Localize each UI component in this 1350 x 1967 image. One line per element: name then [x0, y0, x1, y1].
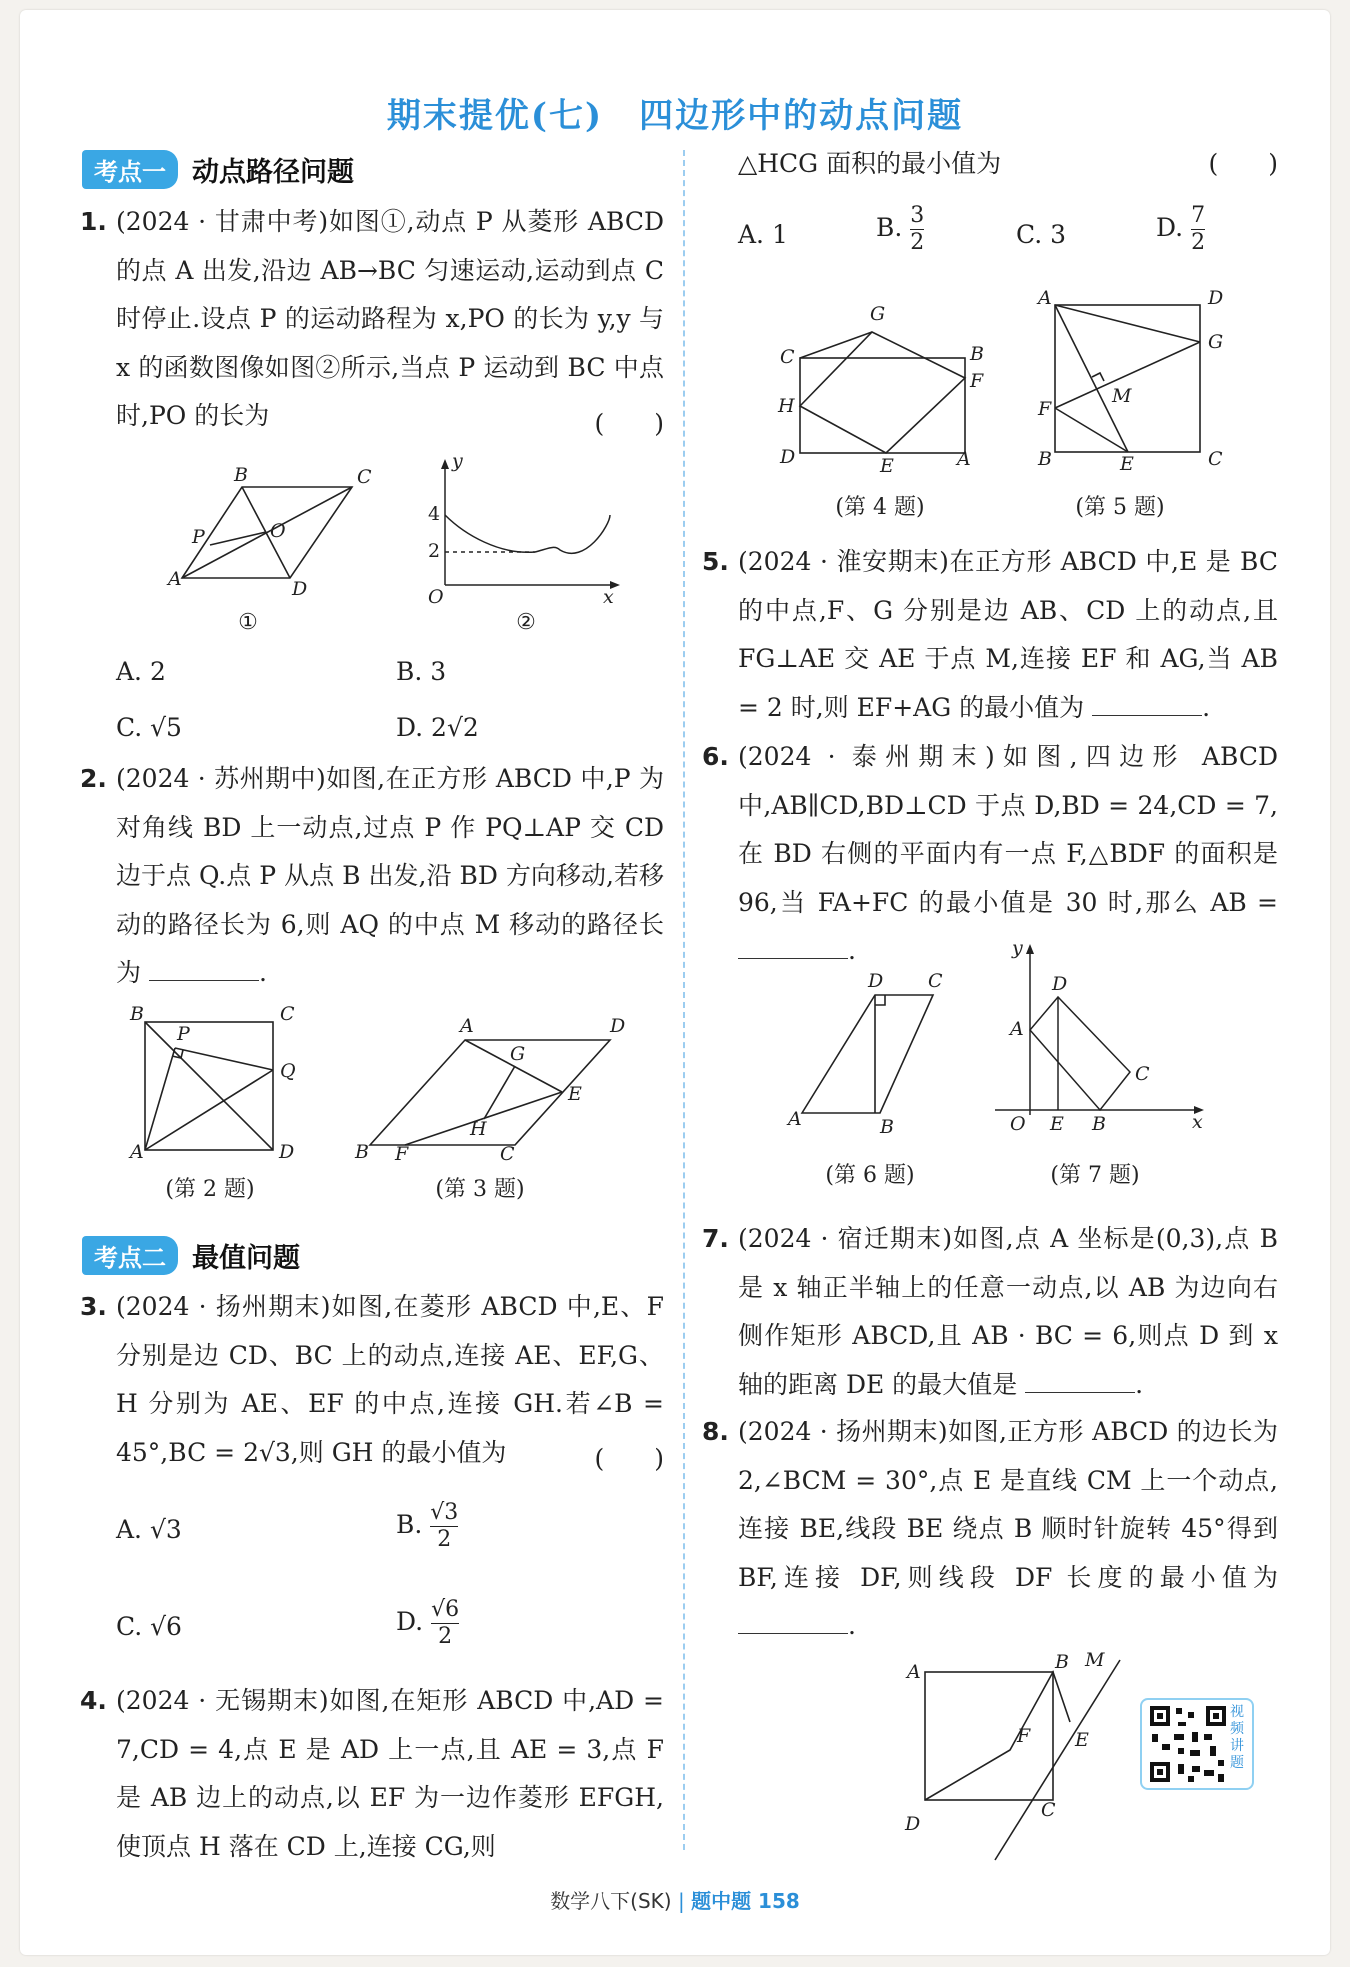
option-b[interactable]: B. 3 — [396, 657, 447, 686]
option-b[interactable] — [876, 203, 924, 256]
svg-text:B: B — [234, 464, 248, 486]
question-8 — [702, 1408, 1278, 1658]
figure-caption: (第 7 题) — [1050, 1163, 1140, 1188]
svg-text:C: C — [1041, 1799, 1056, 1821]
svg-text:P: P — [177, 1023, 190, 1045]
svg-text:E: E — [568, 1083, 582, 1105]
section-name: 最值问题 — [192, 1242, 300, 1274]
svg-text:M: M — [1085, 1650, 1105, 1671]
section-name: 动点路径问题 — [192, 156, 354, 188]
svg-text:A: A — [1010, 1018, 1024, 1040]
figure-q1-rhombus — [150, 455, 390, 615]
svg-text:y: y — [1012, 940, 1023, 959]
question-number: 4. — [80, 1686, 107, 1715]
svg-text:B: B — [1092, 1113, 1106, 1135]
svg-text:D: D — [1208, 290, 1224, 309]
answer-blank[interactable] — [738, 957, 848, 959]
question-text: (2024 · 淮安期末)在正方形 ABCD 中,E 是 BC 的中点,F、G 分别是边 AB、CD 上的动点,且 FG⊥AE 交 AE 于点 M,连接 EF 和 AG,当 AB = 2 时,则 EF+AG 的最小值为 — [738, 547, 1278, 722]
footer-separator: | — [677, 1889, 685, 1913]
svg-text:E: E — [1050, 1113, 1064, 1135]
svg-text:O: O — [270, 520, 286, 542]
answer-paren: ( ) — [594, 1443, 664, 1473]
svg-text:A: A — [1038, 290, 1052, 309]
svg-text:C: C — [780, 346, 795, 368]
svg-text:C: C — [1208, 448, 1223, 470]
svg-text:x: x — [1192, 1111, 1203, 1133]
numerator: √6 — [431, 1597, 460, 1622]
numerator: 3 — [910, 203, 925, 228]
answer-paren: ( ) — [1208, 149, 1278, 178]
option-prefix: B. — [396, 1510, 423, 1539]
svg-text:y: y — [452, 455, 463, 472]
svg-text:4: 4 — [428, 503, 441, 525]
svg-text:H: H — [778, 395, 795, 417]
svg-text:B: B — [355, 1141, 369, 1163]
svg-text:G: G — [510, 1043, 526, 1065]
page-title: 期末提优(七) 四边形中的动点问题 — [386, 96, 964, 136]
question-text: (2024 · 宿迁期末)如图,点 A 坐标是(0,3),点 B 是 x 轴正半轴上的任意一动点,以 AB 为边向右侧作矩形 ABCD,且 AB · BC = 6,则点 D 到 x 轴的距离 DE 的最大值是 — [738, 1224, 1278, 1399]
period: . — [258, 958, 267, 987]
svg-text:E: E — [1075, 1729, 1089, 1751]
svg-text:Q: Q — [280, 1060, 296, 1082]
figure-caption: (第 3 题) — [435, 1177, 525, 1202]
svg-text:A: A — [957, 448, 971, 470]
column-divider — [683, 150, 685, 1850]
svg-text:x: x — [603, 586, 614, 608]
svg-text:D: D — [292, 578, 308, 600]
question-text: (2024 · 苏州期中)如图,在正方形 ABCD 中,P 为对角线 BD 上一动点,过点 P 作 PQ⊥AP 交 CD 边于点 Q.点 P 从点 B 出发,沿 BD 方向移动,若移动的路径长为 6,则 AQ 的中点 M 移动的路径长为 — [116, 764, 664, 987]
option-c[interactable]: C. √6 — [116, 1612, 182, 1641]
svg-text:B: B — [880, 1116, 894, 1135]
section-badge: 考点二 — [82, 1236, 178, 1275]
svg-text:D: D — [780, 446, 796, 468]
figure-caption: (第 5 题) — [1075, 495, 1165, 520]
figure-q4-rectangle — [770, 300, 990, 475]
svg-text:M: M — [1112, 385, 1132, 407]
question-2 — [80, 755, 664, 1000]
svg-text:P: P — [192, 526, 205, 548]
svg-text:B: B — [970, 343, 984, 365]
page-footer — [0, 1885, 1350, 1914]
answer-blank[interactable] — [738, 1632, 848, 1634]
option-d[interactable]: D. 2√2 — [396, 713, 479, 742]
question-6 — [702, 733, 1278, 965]
figure-caption: (第 2 题) — [165, 1177, 255, 1202]
qr-label: 视频讲题 — [1230, 1704, 1244, 1771]
denominator: 2 — [438, 1624, 453, 1649]
answer-blank[interactable] — [1025, 1391, 1135, 1393]
section-tag-2 — [82, 1238, 300, 1272]
fraction — [430, 1500, 458, 1553]
denominator: 2 — [437, 1527, 452, 1552]
svg-text:C: C — [280, 1003, 295, 1025]
svg-text:D: D — [610, 1015, 625, 1037]
svg-text:H: H — [470, 1118, 487, 1140]
figure-q3-rhombus — [350, 1010, 625, 1170]
svg-text:B: B — [1038, 448, 1052, 470]
figure-caption: ② — [516, 610, 536, 635]
numerator: √3 — [430, 1500, 459, 1525]
svg-text:E: E — [880, 455, 894, 475]
option-b[interactable] — [396, 1500, 458, 1553]
option-d[interactable] — [396, 1597, 459, 1650]
figure-caption: (第 4 题) — [835, 495, 925, 520]
option-prefix: D. — [1156, 213, 1184, 242]
option-prefix: D. — [396, 1607, 424, 1636]
svg-text:B: B — [130, 1003, 144, 1025]
question-number: 7. — [702, 1224, 729, 1253]
question-text: △HCG 面积的最小值为 — [738, 149, 1002, 178]
svg-text:G: G — [1208, 331, 1224, 353]
numerator: 7 — [1191, 203, 1206, 228]
figure-caption: (第 6 题) — [825, 1163, 915, 1188]
answer-blank[interactable] — [1092, 714, 1202, 716]
svg-text:F: F — [395, 1143, 409, 1165]
svg-text:F: F — [1017, 1725, 1031, 1747]
svg-text:F: F — [1038, 398, 1052, 420]
svg-text:A: A — [788, 1108, 802, 1130]
figure-q5-square — [1030, 290, 1230, 475]
figure-q7-coordinate — [990, 940, 1210, 1140]
svg-text:O: O — [428, 586, 444, 608]
svg-text:E: E — [1120, 453, 1134, 475]
question-number: 1. — [80, 207, 107, 236]
question-number: 3. — [80, 1292, 107, 1321]
period: . — [1135, 1369, 1144, 1399]
svg-text:C: C — [1135, 1063, 1150, 1085]
svg-text:D: D — [905, 1813, 921, 1835]
section-tag-1 — [82, 152, 354, 186]
section-badge: 考点一 — [82, 150, 178, 189]
svg-text:C: C — [928, 970, 943, 992]
option-a[interactable]: A. 1 — [738, 220, 788, 249]
figure-q6-quadrilateral — [780, 965, 960, 1135]
svg-text:F: F — [970, 370, 984, 392]
period: . — [1202, 692, 1211, 722]
option-d[interactable] — [1156, 203, 1205, 256]
option-c[interactable]: C. √5 — [116, 713, 182, 742]
qr-code-panel[interactable] — [1140, 1698, 1254, 1790]
period: . — [848, 1611, 856, 1640]
figure-q1-graph — [420, 455, 620, 615]
svg-text:B: B — [1055, 1651, 1069, 1673]
svg-text:A: A — [130, 1141, 144, 1163]
svg-text:A: A — [907, 1661, 921, 1683]
answer-blank[interactable] — [149, 979, 259, 981]
period: . — [848, 936, 856, 965]
svg-text:C: C — [500, 1143, 515, 1165]
question-number: 2. — [80, 764, 107, 793]
svg-text:G: G — [870, 303, 886, 325]
svg-text:O: O — [1010, 1113, 1026, 1135]
question-text: (2024 · 扬州期末)如图,正方形 ABCD 的边长为 2,∠BCM = 30°,点 E 是直线 CM 上一个动点,连接 BE,线段 BE 绕点 B 顺时针旋转 45°得到 BF,连接 DF,则线段 DF 长度的最小值为 — [738, 1417, 1278, 1592]
question-text: (2024 · 扬州期末)如图,在菱形 ABCD 中,E、F 分别是边 CD、BC 上的动点,连接 AE、EF,G、H 分别为 AE、EF 的中点,连接 GH.若∠B = 45°,BC = 2√3,则 GH 的最小值为 — [116, 1292, 664, 1467]
footer-book: 数学八下(SK) — [550, 1889, 672, 1913]
question-text: (2024 · 甘肃中考)如图①,动点 P 从菱形 ABCD 的点 A 出发,沿边 AB→BC 匀速运动,运动到点 C 时停止.设点 P 的运动路程为 x,PO 的长为 y,y 与 x 的函数图像如图②所示,当点 P 运动到 BC 中点时,PO 的长为 — [116, 207, 664, 430]
footer-page: 题中题 158 — [691, 1889, 800, 1913]
svg-text:D: D — [279, 1141, 295, 1163]
qr-code-icon[interactable] — [1148, 1704, 1228, 1784]
question-1 — [80, 198, 664, 448]
fraction — [1191, 203, 1205, 256]
denominator: 2 — [1191, 230, 1206, 255]
option-prefix: B. — [876, 213, 903, 242]
question-number: 8. — [702, 1417, 729, 1446]
svg-text:A: A — [168, 568, 182, 590]
figure-q2-square — [125, 1000, 305, 1165]
option-c[interactable]: C. 3 — [1016, 220, 1067, 249]
denominator: 2 — [910, 230, 925, 255]
question-text: (2024 · 泰州期末)如图,四边形 ABCD 中,AB∥CD,BD⊥CD 于点 D,BD = 24,CD = 7,在 BD 右侧的平面内有一点 F,△BDF 的面积是 96,当 FA+FC 的最小值是 30 时,那么 AB = — [738, 742, 1278, 917]
figure-q8-square — [895, 1650, 1135, 1865]
option-a[interactable]: A. 2 — [116, 657, 166, 686]
option-a[interactable]: A. √3 — [116, 1515, 182, 1544]
answer-paren: ( ) — [594, 408, 664, 438]
fraction — [910, 203, 924, 256]
fraction — [431, 1597, 459, 1650]
svg-text:2: 2 — [428, 540, 441, 562]
question-4-continued — [738, 140, 1278, 190]
question-4 — [80, 1677, 664, 1877]
figure-caption: ① — [238, 610, 258, 635]
svg-text:C: C — [357, 466, 372, 488]
question-text: (2024 · 无锡期末)如图,在矩形 ABCD 中,AD = 7,CD = 4,点 E 是 AD 上一点,且 AE = 3,点 F 是 AB 边上的动点,以 EF 为一边作菱形 EFGH,使顶点 H 落在 CD 上,连接 CG,则 — [116, 1686, 664, 1861]
svg-text:D: D — [868, 970, 884, 992]
question-number: 6. — [702, 742, 729, 771]
question-number: 5. — [702, 547, 729, 576]
svg-text:A: A — [460, 1015, 474, 1037]
question-5 — [702, 538, 1278, 738]
question-3 — [80, 1283, 664, 1483]
question-7 — [702, 1215, 1278, 1415]
svg-text:D: D — [1052, 973, 1068, 995]
